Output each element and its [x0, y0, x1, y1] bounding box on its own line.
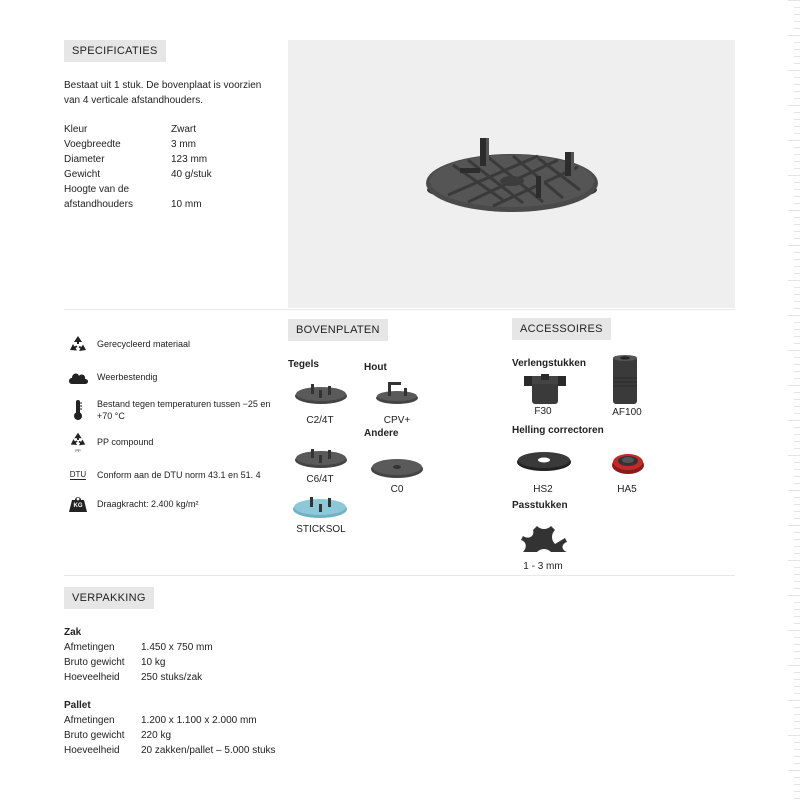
cloud-icon: [64, 366, 92, 388]
spec-row: Kleur Zwart: [64, 124, 196, 135]
product-c2-image: [294, 378, 348, 409]
feature-text: Conform aan de DTU norm 43.1 en 51. 4: [97, 470, 261, 480]
spec-row: Hoogte van de afstandhouders 10 mm: [64, 184, 202, 210]
pp-recycle-icon: PP: [64, 431, 92, 453]
feature-recycled: [64, 333, 277, 355]
feature-text: PP compound: [97, 437, 154, 447]
feature-temperature: [64, 398, 277, 422]
spec-row: Diameter 123 mm: [64, 154, 208, 165]
product-c0-label: C0: [390, 484, 404, 495]
product-photo: [288, 40, 735, 308]
dtu-icon: DTU: [69, 470, 87, 479]
divider: [64, 575, 735, 576]
bovenplaten-heading: BOVENPLATEN: [288, 319, 388, 341]
product-passtuk-label: 1 - 3 mm: [523, 561, 563, 572]
product-cpv-label: CPV+: [383, 415, 411, 426]
packaging-row: Bruto gewicht 10 kg: [64, 657, 166, 668]
accessoires-heading: ACCESSOIRES: [512, 318, 611, 340]
packaging-row: Afmetingen 1.450 x 750 mm: [64, 642, 213, 653]
feature-text: Bestand tegen temperaturen tussen −25 en +70 °C: [97, 399, 271, 421]
feature-dtu: [64, 464, 277, 486]
product-cpv-image: [374, 378, 420, 409]
product-hs2-image: [516, 449, 572, 476]
product-hs2-label: HS2: [533, 484, 553, 495]
spec-row: Gewicht 40 g/stuk: [64, 169, 212, 180]
feature-weather: [64, 366, 277, 388]
packaging-row: Afmetingen 1.200 x 1.100 x 2.000 mm: [64, 715, 257, 726]
product-f30-image: [522, 372, 568, 409]
product-ha5-label: HA5: [617, 484, 637, 495]
product-c0-image: [370, 456, 424, 483]
kg-weight-icon: KG: [64, 493, 92, 515]
packaging-row: Hoeveelheid 250 stuks/zak: [64, 672, 203, 683]
product-af100-label: AF100: [612, 407, 642, 418]
group-passtukken: Passtukken: [512, 500, 568, 511]
divider: [64, 309, 735, 310]
feature-pp: [64, 431, 277, 453]
spec-row: Voegbreedte 3 mm: [64, 139, 196, 150]
packaging-row: Hoeveelheid 20 zakken/pallet – 5.000 stuks: [64, 745, 276, 756]
group-verlengstukken: Verlengstukken: [512, 358, 586, 369]
group-tegels: Tegels: [288, 359, 319, 370]
page-ruler-major: [780, 0, 800, 800]
product-af100-image: [610, 354, 640, 409]
product-passtuk-image: [519, 524, 569, 557]
product-c2-label: C2/4T: [306, 415, 334, 426]
feature-text: Gerecycleerd materiaal: [97, 339, 191, 349]
packaging-zak: [64, 625, 213, 685]
spec-table: [64, 122, 284, 212]
verpakking-heading: VERPAKKING: [64, 587, 154, 609]
feature-text: Draagkracht: 2.400 kg/m²: [97, 499, 199, 509]
product-f30-label: F30: [534, 406, 552, 417]
product-sticksol-label: STICKSOL: [296, 524, 346, 535]
packaging-pallet-title: Pallet: [64, 700, 91, 711]
group-helling: Helling correctoren: [512, 425, 604, 436]
pedestal-plate-image: [288, 40, 735, 308]
specificaties-heading: SPECIFICATIES: [64, 40, 166, 62]
packaging-pallet: [64, 698, 276, 758]
packaging-zak-title: Zak: [64, 627, 82, 638]
feature-text: Weerbestendig: [97, 372, 158, 382]
product-c6-label: C6/4T: [306, 474, 334, 485]
group-andere: Andere: [364, 428, 399, 439]
product-ha5-image: [611, 450, 645, 479]
thermometer-icon: [64, 399, 92, 421]
recycle-icon: [64, 333, 92, 355]
product-sticksol-image: [292, 494, 348, 523]
specs-intro: Bestaat uit 1 stuk. De bovenplaat is voorzien van 4 verticale afstandhouders.: [64, 80, 262, 106]
packaging-row: Bruto gewicht 220 kg: [64, 730, 172, 741]
feature-load: [64, 493, 277, 515]
product-c6-image: [294, 442, 348, 473]
group-hout: Hout: [364, 362, 387, 373]
